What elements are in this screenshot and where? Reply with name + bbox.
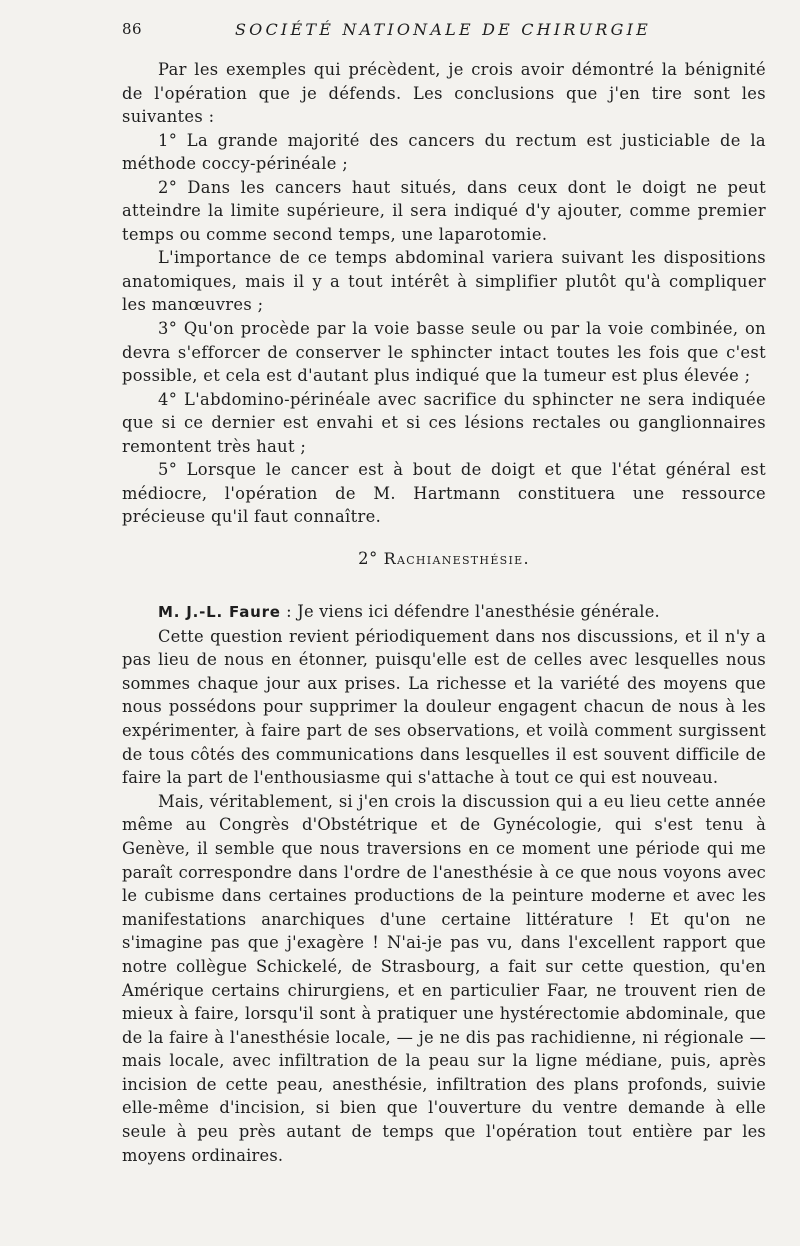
paragraph: Par les exemples qui précèdent, je crois avoir démontré la bénignité de l'opération que je défends. Les conclusions que j'en tire sont les suivantes :	[122, 60, 766, 127]
section-title	[383, 549, 530, 568]
running-head	[122, 20, 764, 42]
conclusions-text	[122, 58, 766, 529]
journal-title: SOCIÉTÉ NATIONALE DE CHIRURGIE	[235, 20, 651, 39]
faure-text	[122, 600, 766, 1167]
speaker-separator: :	[280, 602, 298, 621]
page-number: 86	[122, 20, 143, 38]
section-title-text: Rachianesthésie.	[383, 549, 530, 568]
paragraph: 5° Lorsque le cancer est à bout de doigt et que l'état général est médiocre, l'opération de M. Hartmann constituera une ressource précieuse qu'il faut connaître.	[122, 460, 766, 527]
section-number: 2°	[358, 549, 378, 568]
paragraph: 1° La grande majorité des cancers du rectum est justiciable de la méthode coccy-périnéale ;	[122, 130, 766, 174]
paragraph: Cette question revient périodiquement dans nos discussions, et il n'y a pas lieu de nous en étonner, puisqu'elle est de celles avec lesquelles nous sommes chaque jour aux prises. La richesse et la variété des moyens que nous possédons pour supprimer la douleur engagent chacun de nous à les expérimenter, à faire part de ses observations, et voilà comment surgissent de tous côtés des communications dans lesquelles il est souvent difficile de faire la part de l'enthousiasme qui s'attache à tout ce qui est nouveau.	[122, 626, 766, 788]
section-heading	[122, 549, 766, 568]
paragraph: 4° L'abdomino-périnéale avec sacrifice du sphincter ne sera indiquée que si ce dernier est envahi et si ces lésions rectales ou ganglionnaires remontent très haut ;	[122, 389, 766, 456]
speaker-name: M. J.-L. Faure	[158, 603, 281, 621]
paragraph-first	[122, 600, 766, 625]
paragraph: 2° Dans les cancers haut situés, dans ceux dont le doigt ne peut atteindre la limite supérieure, il sera indiqué d'y ajouter, comme premier temps ou comme second temps, une laparotomie.	[122, 177, 766, 244]
paragraph: Mais, véritablement, si j'en crois la discussion qui a eu lieu cette année même au Congrès d'Obstétrique et de Gynécologie, qui s'est tenu à Genève, il semble que nous traversions en ce moment une période qui me paraît correspondre dans l'ordre de l'anesthésie à ce que nous voyons avec le cubisme dans certaines productions de la peinture moderne et avec les manifestations anarchiques d'une certaine littérature ! Et qu'on ne s'imagine pas que j'exagère ! N'ai-je pas vu, dans l'excellent rapport que notre collègue Schickelé, de Strasbourg, a fait sur cette question, qu'en Amérique certains chirurgiens, et en particulier Faar, ne trouvent rien de mieux à faire, lorsqu'il sont à pratiquer une hystérectomie abdominale, que de la faire à l'anesthésie locale, — je ne dis pas rachidienne, ni régionale — mais locale, avec infiltration de la peau sur la ligne médiane, puis, après incision de cette peau, anesthésie, infiltration des plans profonds, suivie elle-même d'incision, si bien que l'ouverture du ventre demande à elle seule à peu près autant de temps que l'opération tout entière par les moyens ordinaires.	[122, 791, 766, 1165]
first-line: Je viens ici défendre l'anesthésie générale.	[297, 602, 660, 621]
paragraph: L'importance de ce temps abdominal variera suivant les dispositions anatomiques, mais il y a tout intérêt à simplifier plutôt qu'à compliquer les manœuvres ;	[122, 248, 766, 315]
paragraph: 3° Qu'on procède par la voie basse seule ou par la voie combinée, on devra s'efforcer de conserver le sphincter intact toutes les fois que c'est possible, et cela est d'autant plus indiqué que la tumeur est plus élevée ;	[122, 319, 766, 386]
